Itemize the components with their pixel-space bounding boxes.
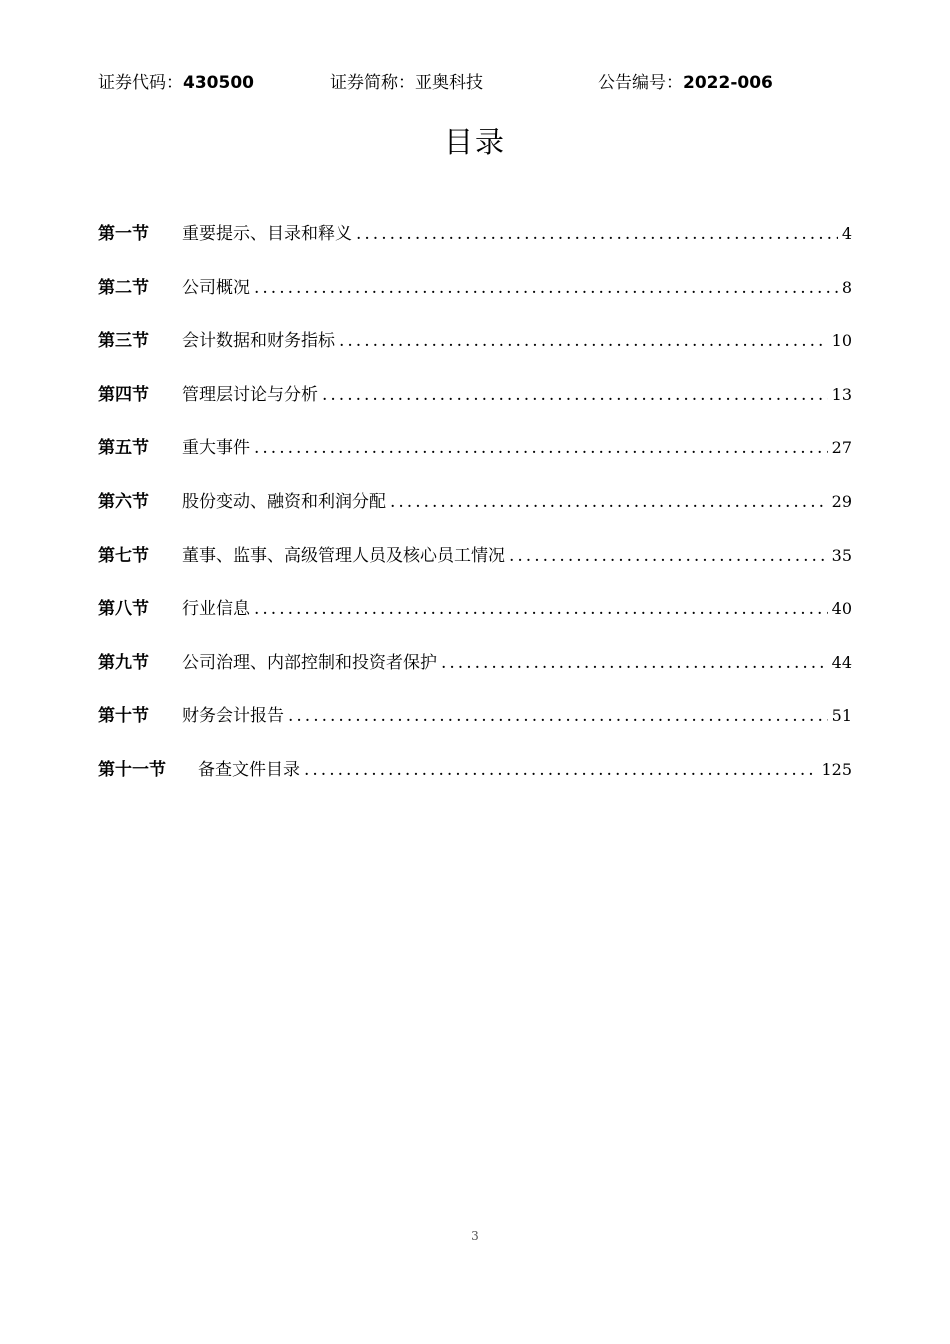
toc-section-title: 财务会计报告 (182, 706, 284, 727)
announcement-number (598, 68, 773, 93)
toc-entry[interactable] (98, 219, 852, 247)
toc-page-number: 29 (831, 492, 852, 511)
toc-page-number: 13 (831, 384, 852, 404)
toc-section-title: 重大事件 (182, 438, 250, 459)
toc-section-number: 第一节 (98, 224, 149, 244)
toc-leader-dots (441, 653, 828, 673)
announcement-value: 2022-006 (683, 73, 773, 93)
document-header (0, 68, 950, 94)
toc-entry[interactable] (98, 433, 852, 461)
toc-page-number: 27 (831, 438, 852, 458)
toc-leader-dots (509, 546, 828, 566)
toc-entry[interactable] (98, 380, 852, 408)
toc-leader-dots (254, 599, 828, 619)
toc-leader-dots (390, 492, 828, 512)
toc-leader-dots (339, 331, 828, 351)
toc-entry[interactable] (98, 326, 852, 354)
stock-abbr-value: 亚奥科技 (415, 73, 483, 93)
toc-entry[interactable] (98, 701, 852, 729)
toc-page-number: 40 (831, 599, 852, 619)
toc-leader-dots (356, 224, 838, 244)
toc-page-number: 51 (831, 706, 852, 726)
toc-leader-dots (254, 278, 838, 298)
page-number: 3 (471, 1229, 479, 1243)
toc-section-number: 第八节 (98, 599, 149, 620)
toc-section-number: 第十节 (98, 706, 149, 727)
toc-page-number: 8 (841, 277, 852, 297)
toc-section-title: 股份变动、融资和利润分配 (182, 492, 386, 512)
toc-section-number: 第九节 (98, 652, 149, 673)
page-title: 目录 (443, 125, 506, 159)
toc-section-title: 公司概况 (182, 277, 250, 298)
toc-page-number: 125 (821, 760, 852, 779)
toc-page-number: 44 (831, 652, 852, 672)
toc-leader-dots (254, 438, 828, 458)
toc-section-title: 重要提示、目录和释义 (182, 224, 352, 244)
toc-leader-dots (288, 706, 828, 726)
toc-section-title: 会计数据和财务指标 (182, 331, 335, 352)
stock-abbreviation (330, 68, 483, 93)
toc-section-number: 第七节 (98, 545, 149, 566)
toc-section-title: 备查文件目录 (198, 760, 300, 780)
toc-page-number: 10 (831, 331, 852, 351)
toc-leader-dots (304, 760, 817, 780)
toc-section-number: 第六节 (98, 492, 149, 512)
toc-section-number: 第三节 (98, 331, 149, 352)
toc-section-title: 公司治理、内部控制和投资者保护 (182, 652, 437, 673)
toc-page-number: 4 (841, 224, 852, 243)
announcement-label: 公告编号： (598, 73, 683, 93)
stock-abbr-label: 证券简称： (330, 73, 415, 93)
toc-section-number: 第十一节 (98, 760, 166, 780)
stock-code-value: 430500 (183, 73, 254, 93)
stock-code (98, 68, 254, 93)
toc-section-title: 管理层讨论与分析 (182, 384, 318, 405)
toc-entry[interactable] (98, 487, 852, 515)
toc-entry[interactable] (98, 273, 852, 301)
toc-page-number: 35 (831, 545, 852, 565)
toc-entry[interactable] (98, 594, 852, 622)
toc-entry[interactable] (98, 755, 852, 783)
toc-section-number: 第四节 (98, 384, 149, 405)
toc-section-title: 行业信息 (182, 599, 250, 620)
toc-leader-dots (322, 385, 828, 405)
toc-entry[interactable] (98, 541, 852, 569)
toc-entry[interactable] (98, 648, 852, 676)
toc-section-title: 董事、监事、高级管理人员及核心员工情况 (182, 545, 505, 566)
toc-section-number: 第二节 (98, 277, 149, 298)
toc-section-number: 第五节 (98, 438, 149, 459)
stock-code-label: 证券代码： (98, 73, 183, 93)
